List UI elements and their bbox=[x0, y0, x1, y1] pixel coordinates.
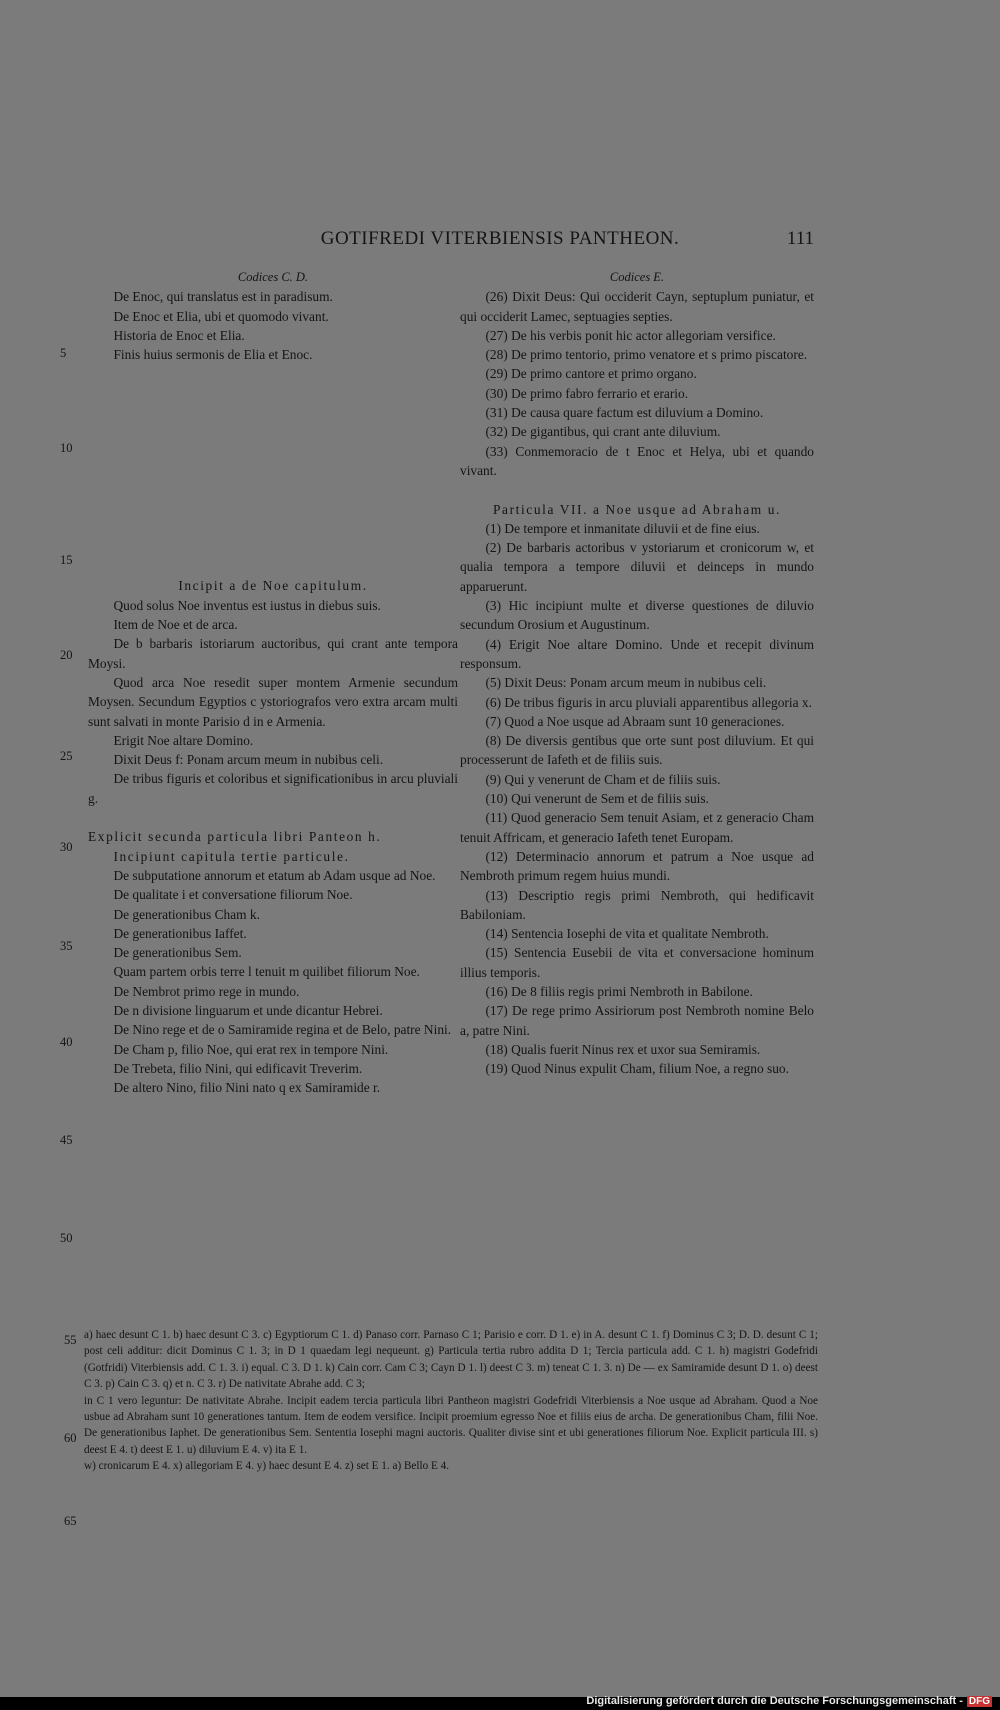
text-paragraph: De generationibus Sem. bbox=[113, 945, 242, 961]
text-paragraph: De Cham p, filio Noe, qui erat rex in tempore Nini. bbox=[113, 1041, 389, 1057]
text-paragraph: De qualitate i et conversatione filiorum Noe. bbox=[113, 887, 353, 903]
section-heading: Incipiunt capitula tertie particule. bbox=[113, 848, 350, 864]
line-number: 15 bbox=[60, 553, 73, 567]
line-number: 40 bbox=[60, 1035, 73, 1049]
footnote-block: in C 1 vero leguntur: De nativitate Abrahe. Incipit eadem tercia particula libri Pantheon magistri Godefridi Viterbiensis a Noe usque ad Abraham. Quod a Noe usbue ad Abraham sunt 10 generationes tantum. Item de eodem versifice. Incipit proemium egresso Noe et filiis eius de archa. De generationibus Cham, filii Noe. De generationibus Iaphet. De generationibus Sem. Sententia Iosephi magni auctoris. Qualiter divise sint et ubi generationes filiorum Noe. Explicit particula III. s) deest E 4. t) deest E 1. u) diluvium E 4. v) ita E 1. bbox=[84, 1394, 818, 1456]
text-paragraph: Erigit Noe altare Domino. bbox=[113, 732, 254, 748]
text-paragraph: De b barbaris istoriarum auctoribus, qui crant ante tempora Moysi. bbox=[88, 636, 458, 671]
line-number: 20 bbox=[60, 648, 73, 662]
column-spacer bbox=[460, 480, 814, 499]
text-line: De Enoc, qui translatus est in paradisum. bbox=[113, 289, 333, 305]
text-paragraph: De Nino rege et de o Samiramide regina et de Belo, patre Nini. bbox=[113, 1022, 452, 1038]
line-number: 25 bbox=[60, 749, 73, 763]
section-heading: Incipit a de Noe capitulum. bbox=[178, 578, 368, 594]
text-line: Finis huius sermonis de Elia et Enoc. bbox=[113, 347, 313, 363]
text-paragraph: De Nembrot primo rege in mundo. bbox=[113, 983, 300, 999]
text-line: Historia de Enoc et Elia. bbox=[113, 327, 245, 343]
text-paragraph: (5) Dixit Deus: Ponam arcum meum in nubibus celi. bbox=[485, 675, 767, 691]
text-paragraph: (3) Hic incipiunt multe et diverse questiones de diluvio secundum Orosium et Augustinum. bbox=[460, 598, 814, 633]
running-title: GOTIFREDI VITERBIENSIS PANTHEON. bbox=[320, 228, 680, 249]
line-number: 5 bbox=[60, 346, 67, 360]
text-paragraph: Dixit Deus f: Ponam arcum meum in nubibus celi. bbox=[113, 752, 384, 768]
text-paragraph: (27) De his verbis ponit hic actor allegoriam versifice. bbox=[485, 327, 776, 343]
text-paragraph: (6) De tribus figuris in arcu pluviali apparentibus allegoria x. bbox=[485, 694, 812, 710]
text-paragraph: (33) Conmemoracio de t Enoc et Helya, ubi et quando vivant. bbox=[460, 443, 814, 478]
line-number: 65 bbox=[64, 1514, 77, 1528]
line-number: 60 bbox=[64, 1431, 77, 1445]
text-paragraph: (32) De gigantibus, qui crant ante diluvium. bbox=[485, 424, 721, 440]
text-paragraph: Item de Noe et de arca. bbox=[113, 617, 238, 633]
text-paragraph: (11) Quod generacio Sem tenuit Asiam, et z generacio Cham tenuit Affricam, et generacio Iafeth tenet Europam. bbox=[460, 810, 814, 845]
text-line: De Enoc et Elia, ubi et quomodo vivant. bbox=[113, 308, 329, 324]
column-spacer bbox=[88, 364, 458, 576]
text-paragraph: (18) Qualis fuerit Ninus rex et uxor sua Semiramis. bbox=[485, 1041, 761, 1057]
text-paragraph: (28) De primo tentorio, primo venatore et s primo piscatore. bbox=[485, 347, 808, 363]
text-paragraph: (16) De 8 filiis regis primi Nembroth in Babilone. bbox=[485, 983, 753, 999]
section-heading: Particula VII. a Noe usque ad Abraham u. bbox=[493, 501, 781, 517]
text-paragraph: (1) De tempore et inmanitate diluvii et de fine eius. bbox=[485, 520, 760, 536]
text-paragraph: (30) De primo fabro ferrario et erario. bbox=[485, 385, 689, 401]
text-paragraph: De generationibus Iaffet. bbox=[113, 925, 247, 941]
text-paragraph: (19) Quod Ninus expulit Cham, filium Noe, a regno suo. bbox=[485, 1061, 789, 1077]
text-paragraph: (15) Sentencia Eusebii de vita et conversacione hominum illius temporis. bbox=[460, 945, 814, 980]
text-paragraph: (7) Quod a Noe usque ad Abraam sunt 10 generaciones. bbox=[485, 713, 785, 729]
right-column bbox=[460, 268, 814, 1078]
text-paragraph: De Trebeta, filio Nini, qui edificavit Treverim. bbox=[113, 1060, 363, 1076]
column-heading: Codices C. D. bbox=[237, 270, 309, 284]
text-paragraph: (14) Sentencia Iosephi de vita et qualitate Nembroth. bbox=[485, 926, 769, 942]
dfg-logo: DFG bbox=[968, 1696, 990, 1707]
text-paragraph: (2) De barbaris actoribus v ystoriarum et cronicorum w, et qualia tempora a tempore diluvii et deinceps in mundo apparuerunt. bbox=[460, 540, 814, 594]
page-header bbox=[0, 228, 1000, 258]
text-paragraph: Quod solus Noe inventus est iustus in diebus suis. bbox=[113, 597, 381, 613]
footnote-block: w) cronicarum E 4. x) allegoriam E 4. y) haec desunt E 4. z) set E 1. a) Bello E 4. bbox=[84, 1460, 450, 1473]
text-paragraph: (9) Qui y venerunt de Cham et de filiis suis. bbox=[485, 771, 721, 787]
text-paragraph: (10) Qui venerunt de Sem et de filiis suis. bbox=[485, 791, 709, 807]
page-number: 111 bbox=[786, 228, 814, 249]
text-paragraph: Quod arca Noe resedit super montem Armenie secundum Moysen. Secundum Egyptios c ystoriografos vero extra arcam multi sunt salvati in monte Parisio d in e Armenia. bbox=[88, 674, 458, 729]
footnotes bbox=[84, 1327, 818, 1475]
line-number: 45 bbox=[60, 1133, 73, 1147]
text-paragraph: De generationibus Cham k. bbox=[113, 906, 260, 922]
line-number: 55 bbox=[64, 1333, 77, 1347]
line-number: 10 bbox=[60, 441, 73, 455]
text-paragraph: (4) Erigit Noe altare Domino. Unde et recepit divinum responsum. bbox=[460, 636, 814, 671]
text-paragraph: De n divisione linguarum et unde dicantur Hebrei. bbox=[113, 1003, 383, 1019]
column-heading: Codices E. bbox=[609, 270, 665, 284]
left-column bbox=[88, 268, 458, 1098]
text-paragraph: (12) Determinacio annorum et patrum a Noe usque ad Nembroth primum regem huius mundi. bbox=[460, 848, 814, 884]
text-paragraph: (17) De rege primo Assiriorum post Nembroth nomine Belo a, patre Nini. bbox=[460, 1003, 814, 1038]
line-number: 30 bbox=[60, 840, 73, 854]
text-paragraph: De subputatione annorum et etatum ab Adam usque ad Noe. bbox=[113, 867, 436, 883]
funding-credit bbox=[586, 1695, 992, 1707]
text-paragraph: (13) Descriptio regis primi Nembroth, qui hedificavit Babiloniam. bbox=[460, 887, 814, 922]
text-paragraph: (26) Dixit Deus: Qui occiderit Cayn, septuplum puniatur, et qui occiderit Lamec, septuagies septies. bbox=[460, 289, 814, 324]
section-heading: Explicit secunda particula libri Panteon h. bbox=[88, 829, 382, 845]
footnote-block: a) haec desunt C 1. b) haec desunt C 3. c) Egyptiorum C 1. d) Panaso corr. Parnaso C 1; Parisio e corr. D 1. e) in A. desunt C 1. f) Dominus C 3; D. D. desunt C 1; post celi additur: dicit Dominus C 1. 3; in D 1 quaedam legi nequeunt. g) Particula tertia rubro addita D 1; Tercia particula add. C 1. h) magistri Godefridi (Gotfridi) Viterbiensis add. C 1. 3. i) equal. C 3. D 1. k) Cain corr. Cam C 3; Cayn D 1. l) deest C 3. m) teneat C 1. 3. n) De — ex Samiramide desunt D 1. o) deest C 3. p) Cain C 3. q) et n. C 3. r) De nativitate Abrahe add. C 3; bbox=[84, 1329, 818, 1391]
text-paragraph: De tribus figuris et coloribus et significationibus in arcu pluviali g. bbox=[88, 771, 458, 806]
text-paragraph: (29) De primo cantore et primo organo. bbox=[485, 366, 697, 382]
column-spacer bbox=[88, 808, 458, 827]
text-paragraph: (8) De diversis gentibus que orte sunt post diluvium. Et qui processerunt de Iafeth et de filiis suis. bbox=[460, 733, 814, 768]
line-number: 50 bbox=[60, 1231, 73, 1245]
text-paragraph: Quam partem orbis terre l tenuit m quilibet filiorum Noe. bbox=[113, 964, 420, 980]
line-number: 35 bbox=[60, 939, 73, 953]
funding-credit-text: Digitalisierung gefördert durch die Deutsche Forschungsgemeinschaft - bbox=[586, 1695, 963, 1707]
text-paragraph: (31) De causa quare factum est diluvium a Domino. bbox=[485, 405, 764, 421]
text-paragraph: De altero Nino, filio Nini nato q ex Samiramide r. bbox=[113, 1080, 381, 1096]
